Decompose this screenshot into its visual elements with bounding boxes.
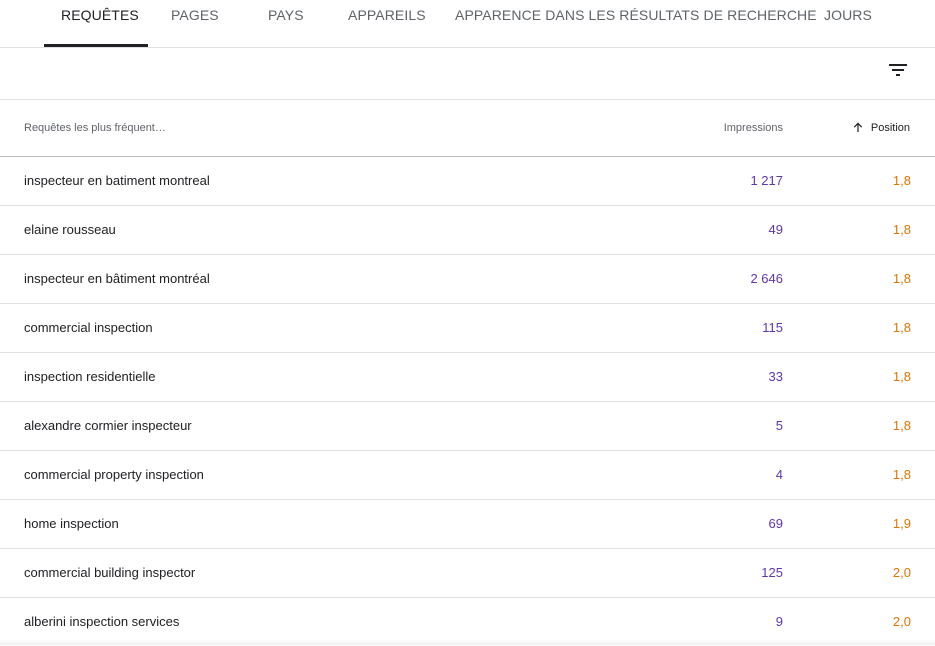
position-cell: 2,0	[892, 565, 911, 580]
query-cell: inspecteur en bâtiment montréal	[24, 271, 210, 286]
table-body	[0, 157, 935, 646]
position-cell: 1,8	[892, 222, 911, 237]
scroll-fade	[0, 639, 935, 645]
query-cell: commercial property inspection	[24, 467, 204, 482]
table-row[interactable]	[0, 157, 935, 206]
query-cell: inspection residentielle	[24, 369, 156, 384]
active-tab-indicator	[44, 44, 148, 47]
impressions-cell: 125	[761, 565, 783, 580]
table-row[interactable]	[0, 402, 935, 451]
position-cell: 1,8	[892, 369, 911, 384]
position-cell: 1,8	[892, 271, 911, 286]
position-cell: 1,8	[892, 320, 911, 335]
tab-days[interactable]: JOURS	[824, 7, 872, 23]
table-toolbar	[0, 48, 935, 100]
impressions-cell: 4	[775, 467, 783, 482]
tab-search-appearance[interactable]: APPARENCE DANS LES RÉSULTATS DE RECHERCHE	[455, 7, 817, 23]
tab-countries[interactable]: PAYS	[268, 7, 304, 23]
impressions-cell: 5	[775, 418, 783, 433]
filter-list-icon	[884, 58, 912, 82]
query-cell: commercial building inspector	[24, 565, 196, 580]
impressions-cell: 2 646	[750, 271, 783, 286]
impressions-cell: 49	[768, 222, 783, 237]
position-cell: 1,8	[892, 467, 911, 482]
impressions-cell: 115	[762, 320, 783, 335]
query-cell: elaine rousseau	[24, 222, 116, 237]
table-row[interactable]	[0, 549, 935, 598]
table-row[interactable]	[0, 255, 935, 304]
position-cell: 2,0	[892, 614, 911, 629]
table-header	[0, 100, 935, 157]
tab-queries[interactable]: REQUÊTES	[61, 7, 139, 23]
query-cell: home inspection	[24, 516, 119, 531]
table-row[interactable]	[0, 206, 935, 255]
table-row[interactable]	[0, 304, 935, 353]
query-cell: inspecteur en batiment montreal	[24, 173, 210, 188]
impressions-cell: 69	[768, 516, 783, 531]
arrow-up-icon	[852, 121, 864, 133]
filter-button[interactable]	[884, 58, 912, 82]
impressions-cell: 33	[768, 369, 783, 384]
table-row[interactable]	[0, 451, 935, 500]
column-header-position[interactable]	[852, 100, 910, 156]
column-header-query[interactable]: Requêtes les plus fréquent…	[24, 122, 166, 134]
query-cell: commercial inspection	[24, 320, 153, 335]
impressions-cell: 9	[775, 614, 783, 629]
tab-pages[interactable]: PAGES	[171, 7, 219, 23]
position-cell: 1,8	[892, 418, 911, 433]
position-cell: 1,8	[892, 173, 911, 188]
query-cell: alexandre cormier inspecteur	[24, 418, 192, 433]
impressions-cell: 1 217	[750, 173, 783, 188]
query-cell: alberini inspection services	[24, 614, 180, 629]
column-header-impressions[interactable]: Impressions	[723, 122, 783, 134]
table-row[interactable]	[0, 500, 935, 549]
tab-devices[interactable]: APPAREILS	[348, 7, 426, 23]
tab-bar	[0, 0, 935, 48]
position-cell: 1,9	[892, 516, 911, 531]
column-header-position-label: Position	[870, 122, 910, 134]
table-row[interactable]	[0, 353, 935, 402]
